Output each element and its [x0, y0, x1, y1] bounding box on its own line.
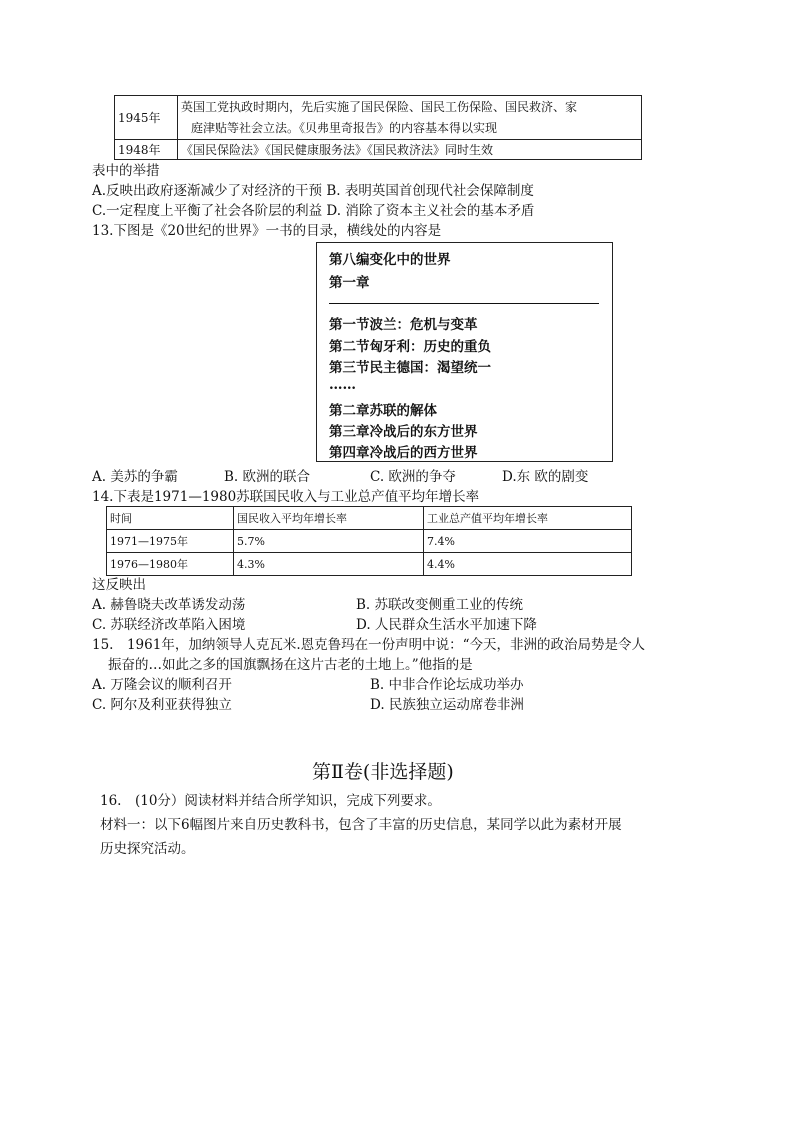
table-header-row	[107, 507, 632, 530]
q14-option-d: D. 人民群众生活水平加速下降	[356, 617, 537, 633]
table-cell-line: 庭津贴等社会立法。《贝弗里奇报告》的内容基本得以实现	[191, 120, 498, 135]
table-cell: 4.3%	[234, 553, 424, 576]
q13-option-a: A. 美苏的争霸	[92, 469, 178, 485]
toc-line: 第三章冷战后的东方世界	[329, 424, 478, 440]
q13-option-b: B. 欧洲的联合	[224, 469, 311, 485]
q12-options-line-1: A.反映出政府逐渐减少了对经济的干预 B. 表明英国首创现代社会保障制度	[92, 183, 534, 199]
table-cell: 4.4%	[424, 553, 632, 576]
toc-line: 第八编变化中的世界	[329, 252, 451, 268]
toc-line: 第四章冷战后的西方世界	[329, 445, 478, 461]
toc-line: 第二章苏联的解体	[329, 403, 437, 419]
toc-line: 第二节匈牙利：历史的重负	[329, 339, 491, 355]
table-row	[115, 96, 642, 140]
q12-options-line-2: C.一定程度上平衡了社会各阶层的利益 D. 消除了资本主义社会的基本矛盾	[92, 203, 535, 219]
table-header-cell: 时间	[107, 507, 234, 530]
table-cell-line: 英国工党执政时期内，先后实施了国民保险、国民工伤保险、国民救济、家	[181, 99, 578, 114]
section-title: 第Ⅱ卷(非选择题)	[312, 761, 454, 783]
table-row	[115, 140, 642, 160]
table-cell-content: 《国民保险法》《国民健康服务法》《国民救济法》同时生效	[178, 140, 642, 160]
table-cell-content	[178, 96, 642, 140]
q14-stem: 14.下表是1971—1980苏联国民收入与工业总产值平均年增长率	[92, 489, 480, 505]
table-cell: 1971—1975年	[107, 530, 234, 553]
table-cell-year: 1948年	[115, 140, 178, 160]
toc-blank-line	[329, 303, 599, 304]
q14-option-b: B. 苏联改变侧重工业的传统	[356, 597, 524, 613]
q12-table	[114, 95, 642, 160]
q15-option-d: D. 民族独立运动席卷非洲	[370, 697, 524, 713]
table-cell-year: 1945年	[115, 96, 178, 140]
q15-option-a: A. 万隆会议的顺利召开	[92, 677, 232, 693]
toc-line: ……	[329, 377, 356, 393]
q13-option-c: C. 欧洲的争夺	[370, 469, 456, 485]
q14-option-a: A. 赫鲁晓夫改革诱发动荡	[92, 597, 246, 613]
q16-line-3: 历史探究活动。	[100, 841, 195, 857]
q14-table	[106, 506, 632, 576]
q15-option-b: B. 中非合作论坛成功举办	[370, 677, 524, 693]
q15-option-c: C. 阿尔及利亚获得独立	[92, 697, 232, 713]
q15-line-2: 振奋的…如此之多的国旗飘扬在这片古老的土地上。”他指的是	[108, 657, 473, 673]
table-cell: 7.4%	[424, 530, 632, 553]
q16-line-2: 材料一：以下6幅图片来自历史教科书，包含了丰富的历史信息，某同学以此为素材开展	[100, 817, 622, 833]
q16-line-1: 16. (10分）阅读材料并结合所学知识，完成下列要求。	[100, 793, 441, 809]
table-header-cell: 国民收入平均年增长率	[234, 507, 424, 530]
q13-stem: 13.下图是《20世纪的世界》一书的目录，横线处的内容是	[92, 223, 442, 239]
q14-option-c: C. 苏联经济改革陷入困境	[92, 617, 246, 633]
q12-stem: 表中的举措	[92, 163, 160, 179]
q13-toc-box	[316, 242, 613, 462]
table-header-cell: 工业总产值平均年增长率	[424, 507, 632, 530]
table-row	[107, 553, 632, 576]
q15-line-1: 15. 1961年，加纳领导人克瓦米.恩克鲁玛在一份声明中说：“今天，非洲的政治局势是令人	[92, 637, 646, 653]
q13-option-d: D.东 欧的剧变	[502, 469, 589, 485]
toc-line: 第一章	[329, 275, 370, 291]
toc-line: 第三节民主德国：渴望统一	[329, 360, 491, 376]
toc-line: 第一节波兰：危机与变革	[329, 317, 478, 333]
q14-lead: 这反映出	[92, 577, 146, 593]
table-row	[107, 530, 632, 553]
table-cell: 5.7%	[234, 530, 424, 553]
table-cell: 1976—1980年	[107, 553, 234, 576]
